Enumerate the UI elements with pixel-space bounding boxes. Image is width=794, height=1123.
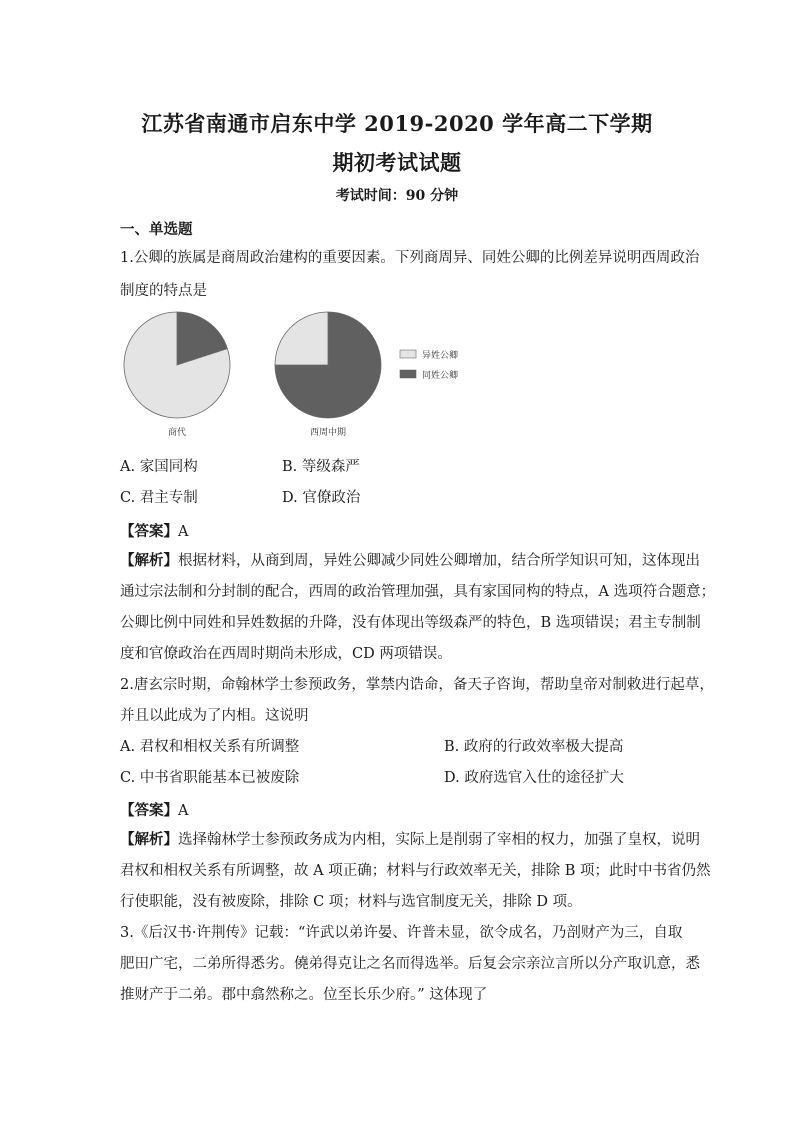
exam-time: 考试时间：90 分钟: [335, 188, 459, 204]
legend-label-1: 异姓公卿: [422, 351, 459, 361]
pie-chart-figure: [110, 300, 510, 450]
q2-answer-value: A: [178, 803, 189, 819]
page-title-line2: 期初考试试题: [332, 150, 462, 175]
q2-stem-line2: 并且以此成为了内相。这说明: [120, 708, 309, 724]
pie-chart-svg: [110, 300, 510, 450]
q2-answer-label: 【答案】: [120, 802, 178, 819]
q2-analysis-line3: 行使职能，没有被废除，排除 C 项；材料与选官制度无关，排除 D 项。: [120, 894, 582, 910]
q3-stem-line3: 推财产于二弟。郡中翕然称之。位至长乐少府。” 这体现了: [120, 987, 488, 1003]
pie-2-slice-yixing: [275, 312, 328, 365]
q1-analysis-line1: [120, 551, 700, 571]
page-title-line1: 江苏省南通市启东中学 2019-2020 学年高二下学期: [141, 111, 653, 136]
q2-analysis-line2: 君权和相权关系有所调整，故 A 项正确；材料与行政效率无关，排除 B 项；此时中书省仍然: [120, 863, 711, 879]
q1-analysis-line2: 通过宗法制和分封制的配合，西周的政治管理加强，具有家国同构的特点，A 选项符合题意；: [120, 584, 716, 600]
q1-analysis-text1: 根据材料，从商到周，异姓公卿减少同姓公卿增加，结合所学知识可知，这体现出: [178, 553, 700, 569]
legend-swatch-1: [400, 350, 416, 358]
q2-option-d: D. 政府选官入仕的途径扩大: [444, 770, 624, 786]
q1-answer-value: A: [178, 524, 189, 540]
q1-analysis-line4: 度和官僚政治在西周时期尚未形成，CD 两项错误。: [120, 646, 452, 662]
q2-analysis-line1: [120, 830, 700, 850]
q2-option-b: B. 政府的行政效率极大提高: [444, 739, 624, 755]
q1-answer: [120, 520, 188, 541]
q1-option-b: B. 等级森严: [282, 459, 360, 475]
legend-swatch-2: [400, 370, 416, 378]
q1-stem-line1: 1.公卿的族属是商周政治建构的重要因素。下列商周异、同姓公卿的比例差异说明西周政治: [120, 250, 700, 266]
pie-2-caption: 西周中期: [309, 428, 347, 438]
q2-answer: [120, 799, 188, 820]
q1-analysis-label: 【解析】: [120, 552, 178, 569]
q3-stem-line2: 肥田广宅，二弟所得悉劣。僥弟得克让之名而得选举。后复会宗亲泣言所以分产取讥意，悉: [120, 956, 700, 972]
q1-analysis-line3: 公卿比例中同姓和异姓数据的升降，没有体现出等级森严的特色，B 选项错误；君主专制制: [120, 615, 701, 631]
q2-option-a: A. 君权和相权关系有所调整: [120, 739, 300, 755]
q1-option-a: A. 家国同构: [120, 459, 198, 475]
q3-stem-line1: 3.《后汉书·许荆传》记载：“许武以弟许晏、许普未显，欲令成名，乃剖财产为三，自取: [120, 925, 683, 941]
q2-analysis-text1: 选择翰林学士参预政务成为内相，实际上是削弱了宰相的权力，加强了皇权，说明: [178, 832, 700, 848]
pie-1-caption: 商代: [167, 428, 187, 438]
legend-label-2: 同姓公卿: [422, 371, 459, 381]
q1-option-d: D. 官僚政治: [282, 490, 361, 506]
q1-answer-label: 【答案】: [120, 523, 178, 540]
q2-stem-line1: 2.唐玄宗时期，命翰林学士参预政务，掌禁内诰命，备天子咨询，帮助皇帝对制敕进行起草，: [120, 677, 714, 693]
q2-option-c: C. 中书省职能基本已被废除: [120, 770, 300, 786]
q1-stem-line2: 制度的特点是: [120, 283, 207, 299]
q1-option-c: C. 君主专制: [120, 490, 198, 506]
q2-analysis-label: 【解析】: [120, 831, 178, 848]
section-heading: 一、单选题: [120, 221, 193, 238]
